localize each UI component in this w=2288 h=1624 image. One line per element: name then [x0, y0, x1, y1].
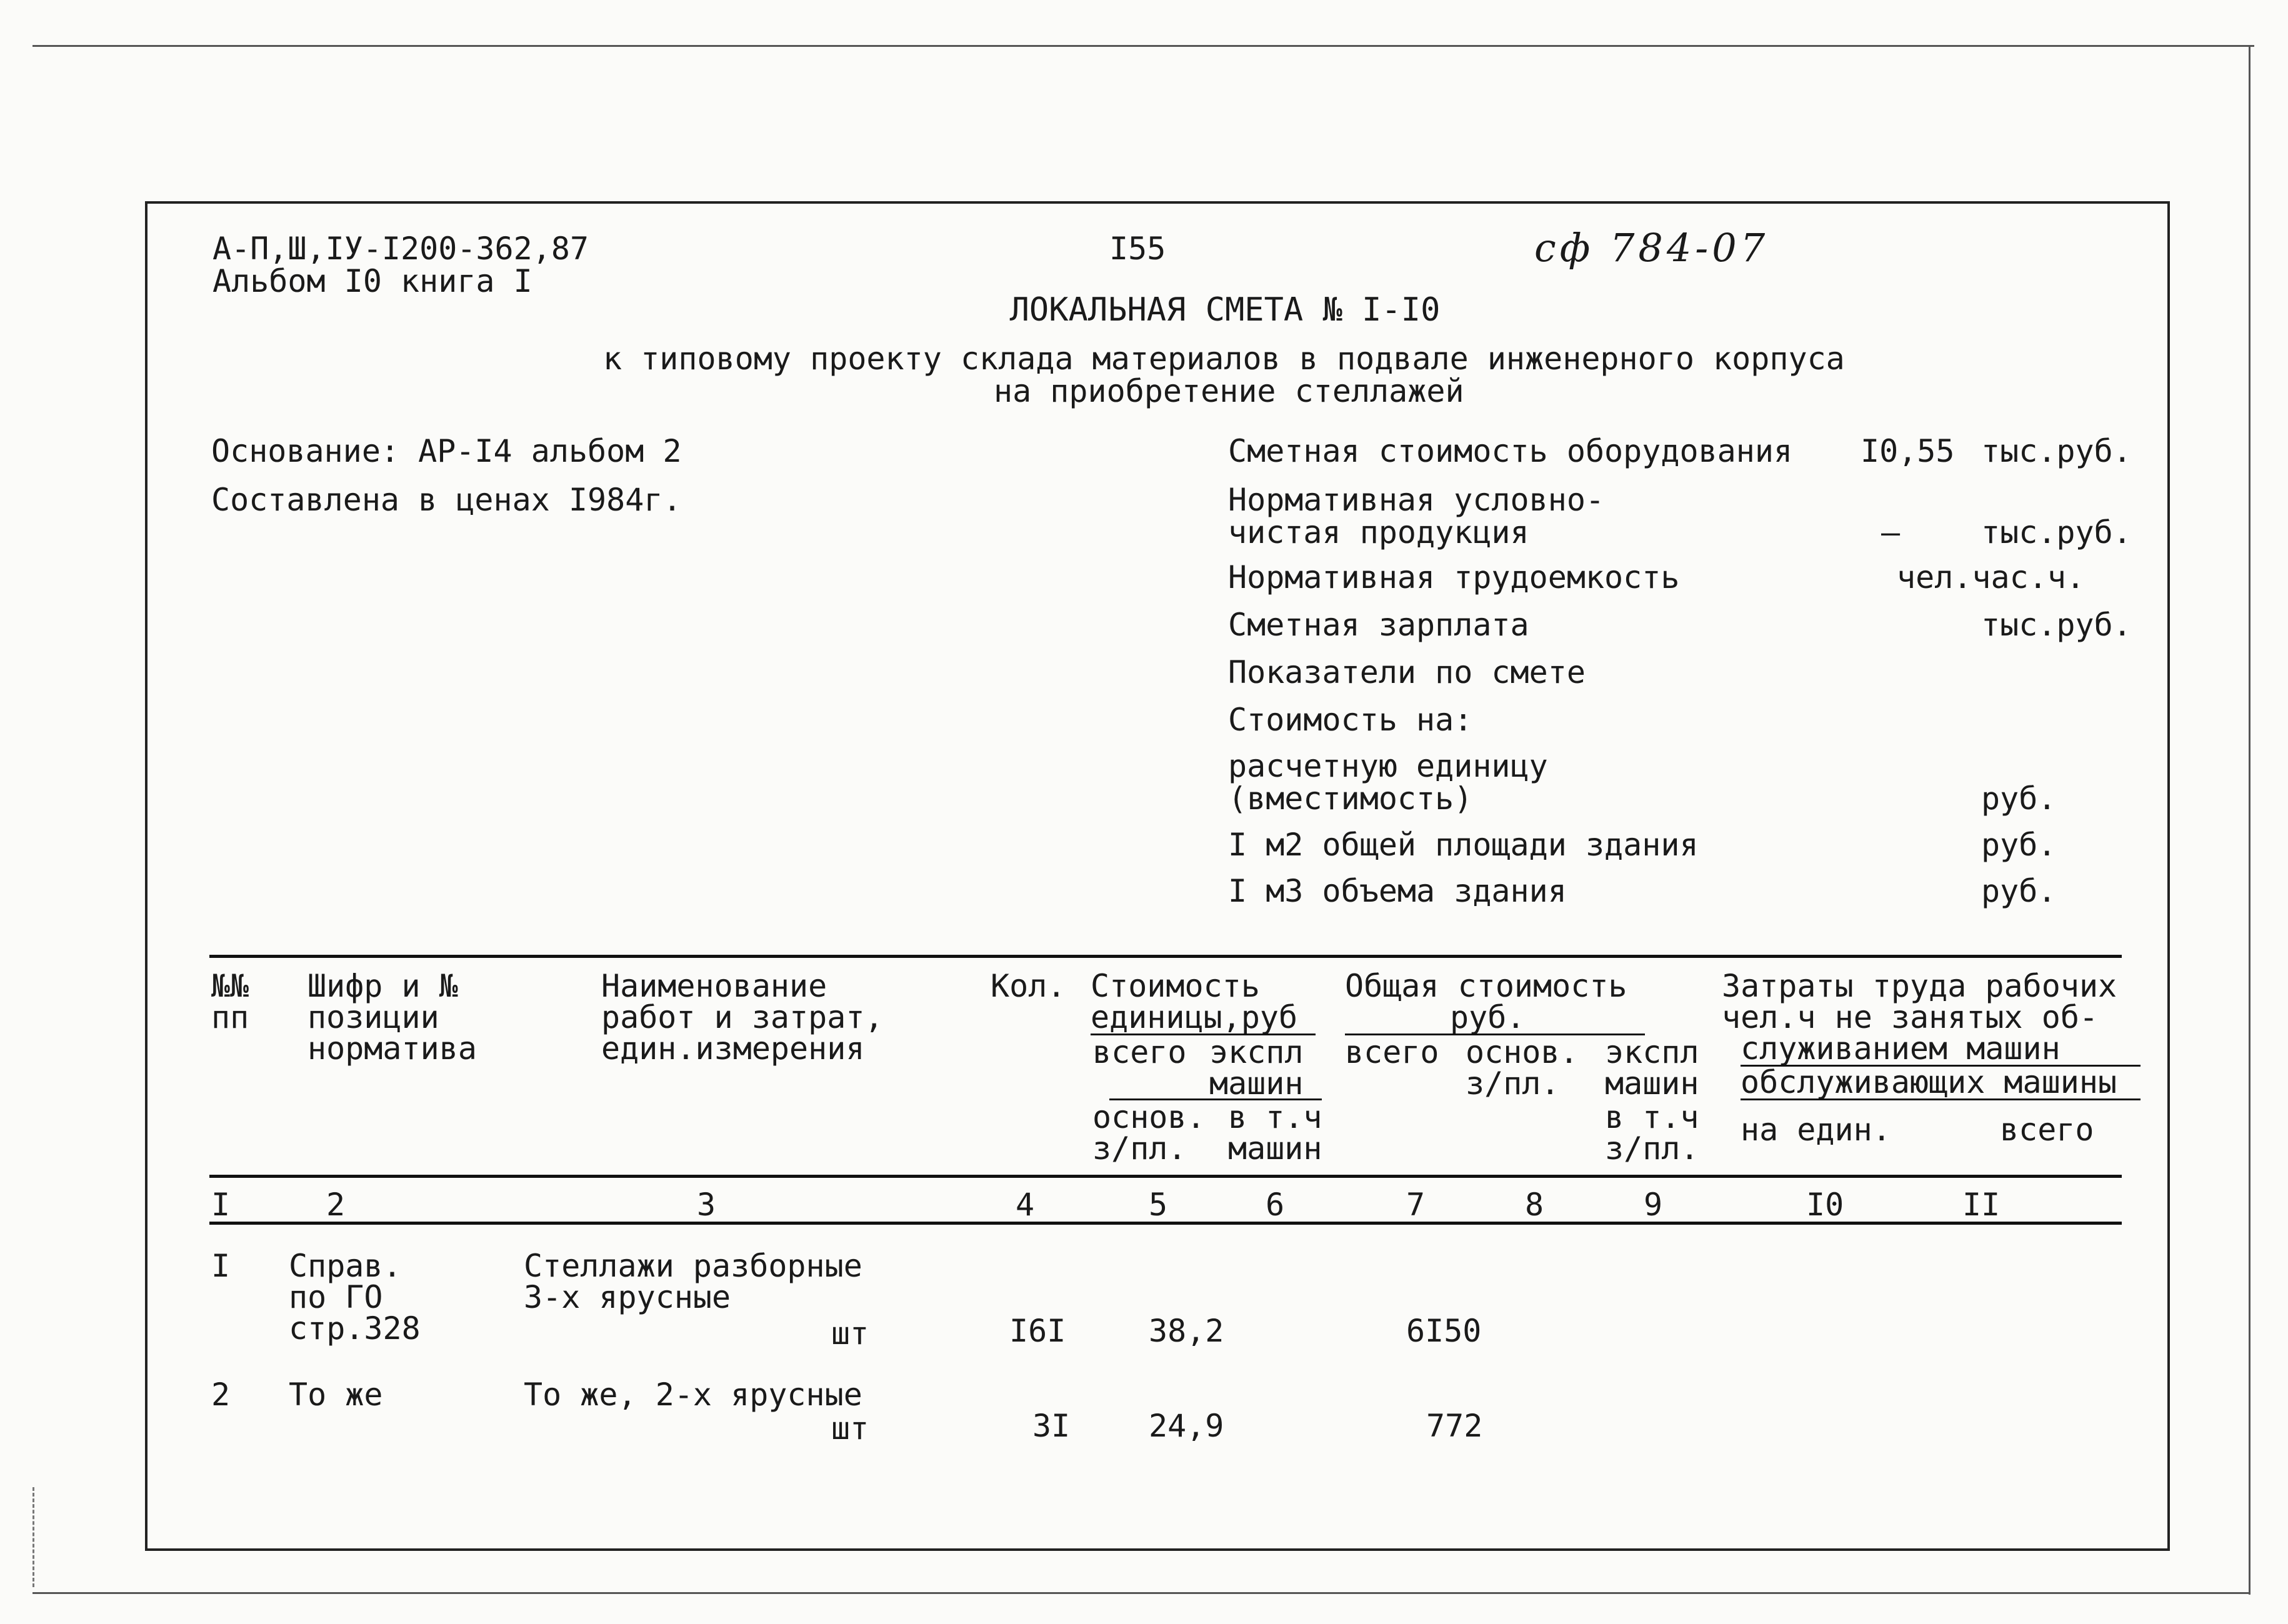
- header-unit-cost-2: единицы,руб: [1091, 999, 1298, 1035]
- row-code-3: стр.328: [289, 1310, 421, 1347]
- row-number: 2: [211, 1377, 231, 1413]
- indicators-label: Показатели по смете: [1228, 654, 1586, 690]
- salary-unit: тыс.руб.: [1981, 607, 2132, 643]
- column-number-4: 4: [1016, 1187, 1035, 1223]
- row-code-2: по ГО: [289, 1279, 383, 1315]
- cost-on-label: Стоимость на:: [1228, 702, 1473, 738]
- table-top-rule: [209, 955, 2122, 958]
- column-number-5: 5: [1149, 1187, 1168, 1223]
- header-uc-base-1: основ.: [1092, 1099, 1206, 1135]
- header-bottom-rule: [209, 1175, 2122, 1178]
- header-code-3: норматива: [307, 1030, 477, 1067]
- header-code-2: позиции: [307, 999, 439, 1035]
- column-number-1: I: [211, 1187, 231, 1223]
- equipment-cost-unit: тыс.руб.: [1981, 433, 2132, 469]
- calc-unit-label-1: расчетную единицу: [1228, 748, 1548, 784]
- row-name-2: 3-х ярусные: [524, 1279, 731, 1315]
- handwritten-code: сф 784-07: [1534, 225, 1769, 271]
- document-subtitle-1: к типовому проекту склада материалов в подвале инженерного корпуса: [603, 341, 1845, 377]
- row-total: 772: [1426, 1408, 1483, 1444]
- column-number-8: 8: [1525, 1187, 1544, 1223]
- scan-border-right: [2249, 45, 2251, 1595]
- header-qty: Кол.: [991, 968, 1066, 1004]
- header-uc-expl-2: машин: [1209, 1065, 1304, 1102]
- header-code-1: Шифр и №: [307, 968, 458, 1004]
- header-name-3: един.измерения: [601, 1030, 865, 1067]
- row-code-1: То же: [289, 1377, 383, 1413]
- album-info: Альбом I0 книга I: [212, 263, 532, 299]
- page-number: I55: [1109, 231, 1166, 267]
- row-name-1: Стеллажи разборные: [524, 1248, 862, 1284]
- labor-intensity-unit: чел.час.ч.: [1897, 559, 2086, 595]
- salary-label: Сметная зарплата: [1228, 607, 1529, 643]
- row-name-1: То же, 2-х ярусные: [524, 1377, 862, 1413]
- prices-text: Составлена в ценах I984г.: [211, 482, 682, 518]
- header-labor-per-unit: на един.: [1741, 1112, 1891, 1148]
- header-labor-4: обслуживающих машины: [1741, 1064, 2117, 1100]
- header-num-1: №№: [211, 968, 249, 1004]
- header-unit-cost-1: Стоимость: [1091, 968, 1260, 1004]
- header-total-cost-1: Общая стоимость: [1345, 968, 1627, 1004]
- labor-intensity-label: Нормативная трудоемкость: [1228, 559, 1680, 595]
- row-code-1: Справ.: [289, 1248, 402, 1284]
- header-uc-base-2: з/пл.: [1092, 1130, 1187, 1167]
- header-uc-incl-2: машин: [1228, 1130, 1322, 1167]
- equipment-cost-value: I0,55: [1861, 433, 1955, 469]
- m3-unit: руб.: [1981, 873, 2057, 909]
- m2-label: I м2 общей площади здания: [1228, 827, 1699, 863]
- header-tc-base-1: основ.: [1466, 1034, 1579, 1070]
- scan-border-bottom: [32, 1592, 2250, 1594]
- header-total-cost-2: руб.: [1450, 999, 1526, 1035]
- column-number-9: 9: [1644, 1187, 1663, 1223]
- m3-label: I м3 объема здания: [1228, 873, 1567, 909]
- column-numbers-rule: [209, 1222, 2122, 1225]
- net-production-value: –: [1881, 514, 1901, 550]
- column-number-2: 2: [326, 1187, 346, 1223]
- column-number-7: 7: [1406, 1187, 1426, 1223]
- net-production-unit: тыс.руб.: [1981, 514, 2132, 550]
- header-tc-incl-2: з/пл.: [1605, 1130, 1699, 1167]
- row-unit-price: 24,9: [1149, 1408, 1224, 1444]
- header-uc-incl-1: в т.ч: [1228, 1099, 1322, 1135]
- column-number-10: I0: [1806, 1187, 1844, 1223]
- row-quantity: 3I: [1032, 1408, 1071, 1444]
- document-title: ЛОКАЛЬНАЯ СМЕТА № I-I0: [1009, 291, 1441, 329]
- row-quantity: I6I: [1009, 1313, 1066, 1349]
- basis-text: Основание: АР-I4 альбом 2: [211, 433, 682, 469]
- m2-unit: руб.: [1981, 827, 2057, 863]
- header-tc-expl-1: экспл: [1605, 1034, 1699, 1070]
- header-labor-1: Затраты труда рабочих: [1722, 968, 2117, 1004]
- net-production-label-2: чистая продукция: [1228, 514, 1529, 550]
- header-name-2: работ и затрат,: [601, 999, 884, 1035]
- equipment-cost-label: Сметная стоимость оборудования: [1228, 433, 1793, 469]
- net-production-label-1: Нормативная условно-: [1228, 482, 1605, 518]
- scan-border-left: [32, 1487, 34, 1587]
- header-uc-expl-1: экспл: [1209, 1034, 1304, 1070]
- header-tc-expl-2: машин: [1605, 1065, 1699, 1102]
- project-code: А-П,Ш,IУ-I200-362,87: [212, 231, 589, 267]
- row-number: I: [211, 1248, 231, 1284]
- column-number-3: 3: [697, 1187, 716, 1223]
- row-unit-price: 38,2: [1149, 1313, 1224, 1349]
- header-uc-total: всего: [1092, 1034, 1187, 1070]
- document-subtitle-2: на приобретение стеллажей: [994, 373, 1464, 409]
- header-name-1: Наименование: [601, 968, 827, 1004]
- header-tc-total: всего: [1345, 1034, 1439, 1070]
- header-num-2: пп: [211, 999, 249, 1035]
- row-total: 6I50: [1406, 1313, 1482, 1349]
- column-number-11: II: [1962, 1187, 2001, 1223]
- header-labor-total: всего: [2000, 1112, 2094, 1148]
- row-unit: шт: [831, 1315, 869, 1352]
- row-unit: шт: [831, 1410, 869, 1447]
- calc-unit-unit: руб.: [1981, 780, 2057, 817]
- calc-unit-label-2: (вместимость): [1228, 780, 1473, 817]
- header-labor-2: чел.ч не занятых об-: [1722, 999, 2099, 1035]
- header-tc-base-2: з/пл.: [1466, 1065, 1560, 1102]
- labor-underline-2: [1741, 1098, 2141, 1100]
- header-tc-incl-1: в т.ч: [1605, 1099, 1699, 1135]
- scan-border-top: [32, 45, 2254, 47]
- column-number-6: 6: [1266, 1187, 1285, 1223]
- header-labor-3: служиванием машин: [1741, 1030, 2061, 1067]
